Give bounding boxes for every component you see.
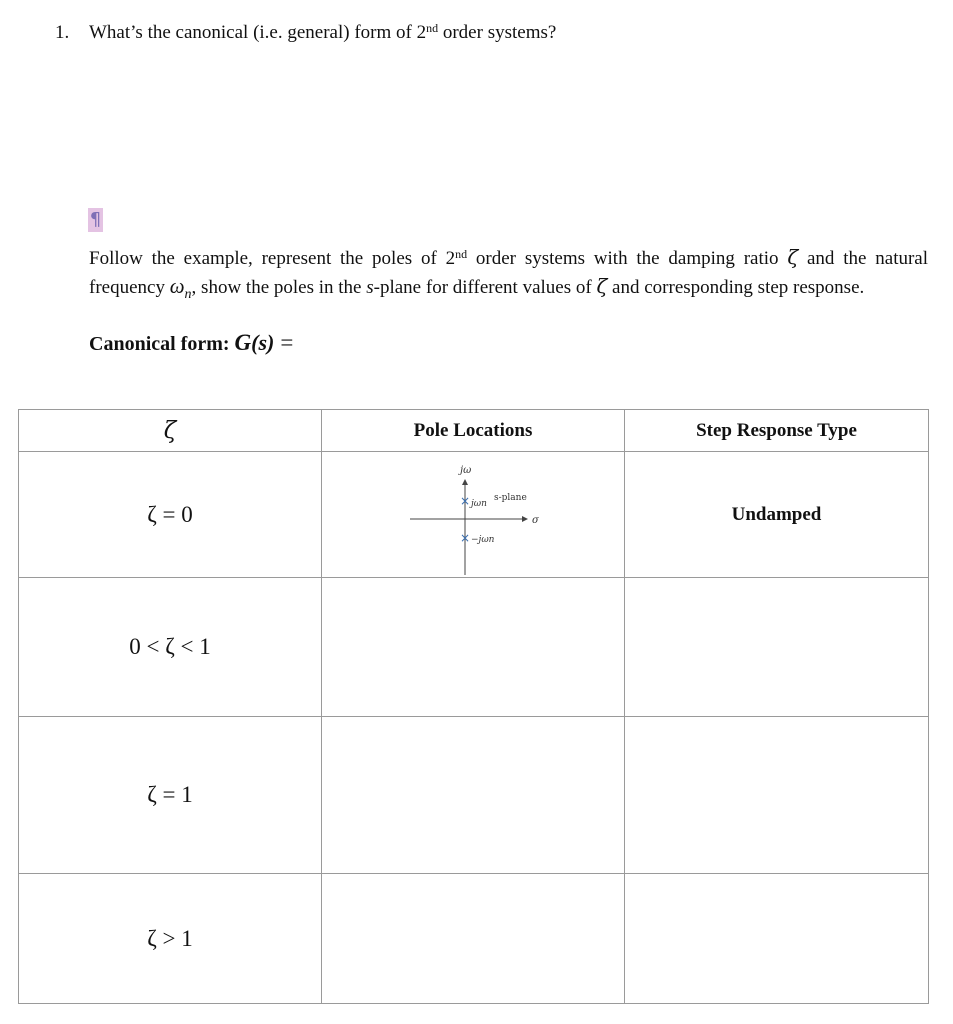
pole-marker-top: × xyxy=(460,493,471,508)
zeta-condition: ζ > 1 xyxy=(19,874,322,1004)
table-row xyxy=(19,578,929,717)
s-plane-label: s-plane xyxy=(494,492,527,503)
header-zeta: ζ xyxy=(19,410,322,452)
question-text: What’s the canonical (i.e. general) form of 2nd order systems? xyxy=(89,21,557,43)
step-response-type: Undamped xyxy=(625,452,929,578)
question-1 xyxy=(55,22,556,44)
s-plane-plot xyxy=(322,453,624,577)
zeta-condition: ζ = 0 xyxy=(19,452,322,578)
table-row xyxy=(19,874,929,1004)
table-row xyxy=(19,452,929,578)
pole-location-cell xyxy=(322,717,625,874)
pole-location-cell xyxy=(322,578,625,717)
table-row xyxy=(19,717,929,874)
zeta-condition: 0 < ζ < 1 xyxy=(19,578,322,717)
question-number: 1. xyxy=(55,22,70,43)
real-axis-arrow xyxy=(522,516,528,522)
pole-marker-bottom: × xyxy=(460,530,471,545)
step-response-type xyxy=(625,578,929,717)
header-step-response: Step Response Type xyxy=(625,410,929,452)
poles-table xyxy=(18,409,929,1004)
header-pole-locations: Pole Locations xyxy=(322,410,625,452)
zeta-condition: ζ = 1 xyxy=(19,717,322,874)
paragraph-mark-icon: ¶ xyxy=(89,209,102,230)
step-response-type xyxy=(625,874,929,1004)
table-header-row xyxy=(19,410,929,452)
imaginary-axis-arrow xyxy=(462,479,468,485)
pole-location-cell xyxy=(322,874,625,1004)
y-axis-label: jω xyxy=(460,464,472,476)
x-axis-label: σ xyxy=(532,514,539,526)
pole-label-top: jωn xyxy=(471,498,487,509)
instruction-paragraph: Follow the example, represent the poles of 2nd order systems with the damping ratio ζ and the natural frequency $\omega_n$, show the poles in the s-plane for different values of ζ and corresponding step response. xyxy=(89,245,929,302)
step-response-type xyxy=(625,717,929,874)
pole-label-bottom: −jωn xyxy=(471,534,495,545)
canonical-form-line: Canonical form: G(s) = xyxy=(89,330,294,355)
pole-location-cell xyxy=(322,452,625,578)
s-plane-diagram xyxy=(322,453,624,577)
